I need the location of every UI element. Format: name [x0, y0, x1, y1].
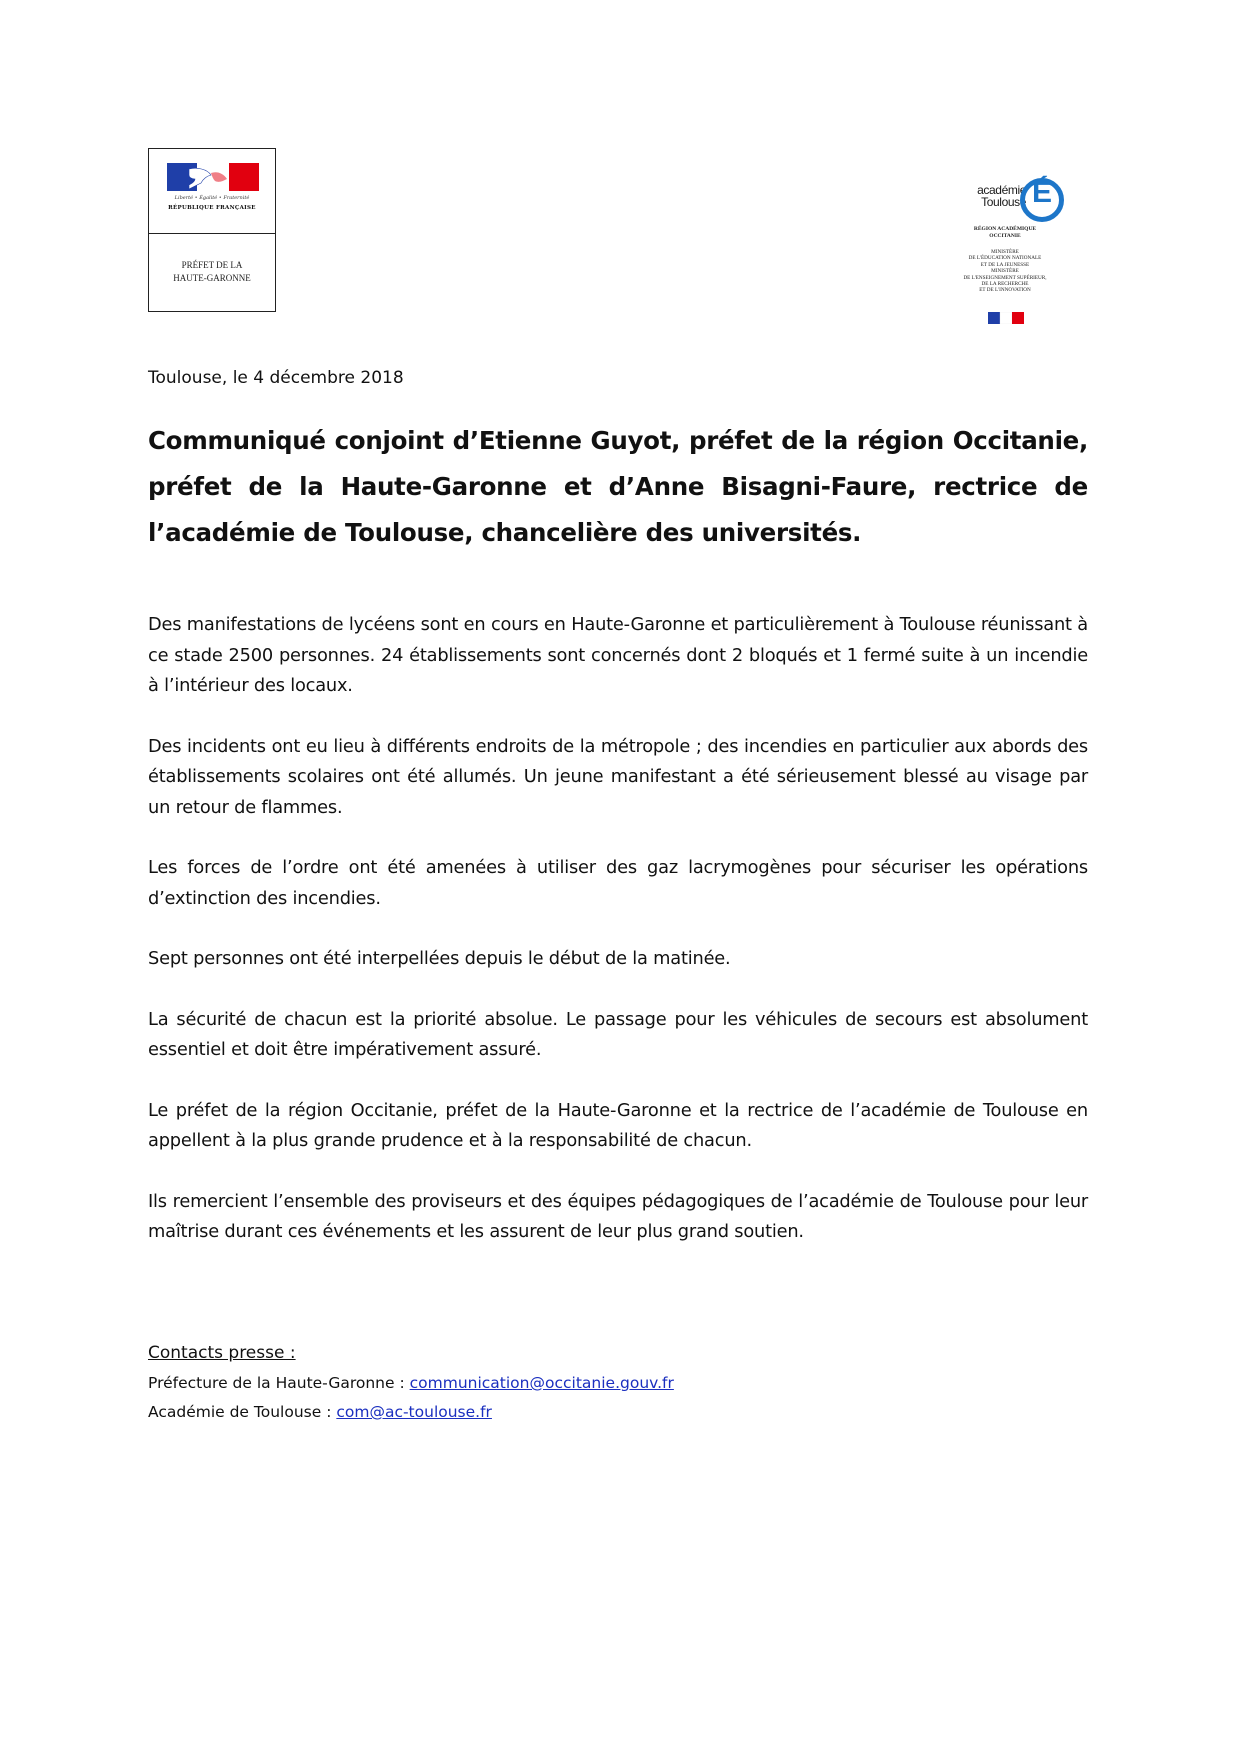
academy-region-line2: OCCITANIE: [989, 232, 1021, 239]
academy-e-icon: [1020, 166, 1064, 222]
ministry2-line4: ET DE L'INNOVATION: [979, 287, 1031, 294]
marianne-flag-icon: [167, 163, 259, 191]
body-paragraph: Sept personnes ont été interpellées depuis le début de la matinée.: [148, 948, 731, 969]
republic-motto: Liberté • Égalité • Fraternité: [174, 195, 250, 201]
body-paragraph: Des manifestations de lycéens sont en cours en Haute-Garonne et particulièrement à Toulouse réunissant à ce stade 2500 personnes. 24 établissements sont concernés dont 2 bloqués et 1 fermé suite à un incendie à l’intérieur des locaux.: [148, 614, 1088, 696]
ministry1-line1: MINISTÈRE: [991, 249, 1019, 255]
academy-word: académie: [977, 183, 1026, 197]
academy-letter: É: [1031, 176, 1052, 209]
prefecture-name: [149, 259, 275, 285]
document-date: Toulouse, le 4 décembre 2018: [148, 368, 404, 388]
republic-logo: [149, 149, 275, 234]
small-flag-icon: [988, 312, 1024, 324]
academy-region-line1: RÉGION ACADÉMIQUE: [973, 226, 1037, 232]
ministry2-line2: DE L'ENSEIGNEMENT SUPÉRIEUR,: [963, 274, 1047, 281]
academy-ministries: [940, 249, 1070, 294]
body-paragraph: La sécurité de chacun est la priorité absolue. Le passage pour les véhicules de secours est absolument essentiel et doit être impérativement assuré.: [148, 1008, 1088, 1060]
body-paragraph: Le préfet de la région Occitanie, préfet de la Haute-Garonne et la rectrice de l’académie de Toulouse en appellent à la plus grande prudence et à la responsabilité de chacun.: [148, 1099, 1088, 1151]
body-paragraph: Les forces de l’ordre ont été amenées à utiliser des gaz lacrymogènes pour sécuriser les opérations d’extinction des incendies.: [148, 857, 1088, 909]
document-body: [148, 610, 1088, 1278]
contacts-heading: Contacts presse :: [148, 1343, 296, 1363]
contact-label: Académie de Toulouse :: [148, 1403, 337, 1421]
academy-wordmark: [976, 184, 1026, 208]
ministry1-line3: ET DE LA JEUNESSE: [980, 261, 1030, 268]
body-paragraph: Ils remercient l’ensemble des proviseurs et des équipes pédagogiques de l’académie de Toulouse pour leur maîtrise durant ces événements et les assurent de leur plus grand soutien.: [148, 1190, 1088, 1242]
body-paragraph: Des incidents ont eu lieu à différents endroits de la métropole ; des incendies en particulier aux abords des établissements scolaires ont été allumés. Un jeune manifestant a été sérieusement blessé au visage par un retour de flammes.: [148, 735, 1088, 818]
contact-row-prefecture: [148, 1369, 674, 1398]
academy-logo: [940, 162, 1070, 342]
prefecture-name-line1: PRÉFET DE LA: [181, 260, 243, 270]
prefecture-logo: [148, 148, 276, 312]
republic-name: RÉPUBLIQUE FRANÇAISE: [168, 205, 256, 211]
prefecture-name-line2: HAUTE-GARONNE: [173, 273, 251, 283]
academy-city: Toulouse: [981, 195, 1026, 209]
ministry2-line1: MINISTÈRE: [991, 268, 1019, 275]
document-title: Communiqué conjoint d’Etienne Guyot, préfet de la région Occitanie, préfet de la Haute-Garonne et d’Anne Bisagni-Faure, rectrice de l’académie de Toulouse, chancelière des universités.: [148, 426, 1088, 547]
contact-row-academy: [148, 1398, 674, 1427]
prefecture-email-link[interactable]: communication@occitanie.gouv.fr: [409, 1374, 674, 1392]
contact-label: Préfecture de la Haute-Garonne :: [148, 1374, 410, 1392]
academy-region: [940, 226, 1070, 239]
ministry1-line2: DE L'ÉDUCATION NATIONALE: [968, 255, 1042, 262]
academy-email-link[interactable]: com@ac-toulouse.fr: [336, 1403, 492, 1421]
ministry2-line3: DE LA RECHERCHE: [981, 281, 1029, 288]
press-contacts: [148, 1343, 674, 1427]
